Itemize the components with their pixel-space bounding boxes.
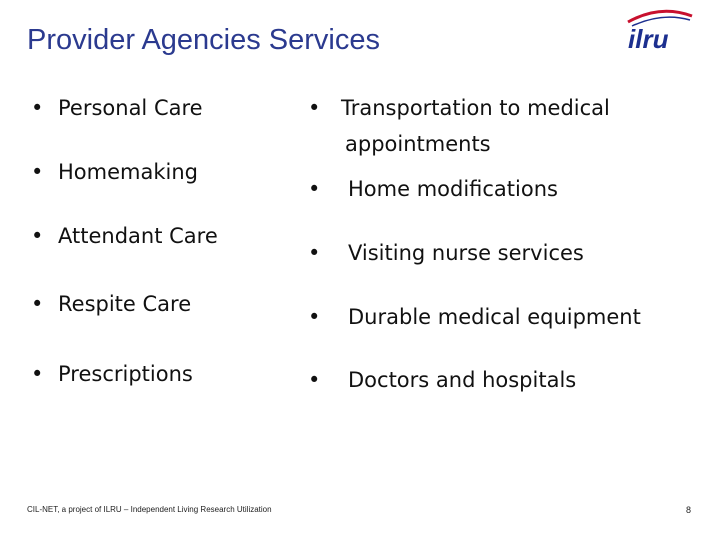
bullet-transportation: Transportation to medical [341,96,610,120]
bullet-homemaking: Homemaking [58,160,198,184]
bullet-doctors-hospitals: Doctors and hospitals [348,368,577,392]
bullet-dot-icon: • [308,368,321,392]
bullet-dot-icon: • [31,96,44,120]
bullet-dot-icon: • [308,177,321,201]
bullet-attendant-care: Attendant Care [58,224,218,248]
bullet-dot-icon: • [31,160,44,184]
bullet-visiting-nurse: Visiting nurse services [348,241,584,265]
bullet-dot-icon: • [31,292,44,316]
slide-title: Provider Agencies Services [27,24,380,56]
bullet-dot-icon: • [31,362,44,386]
bullet-dot-icon: • [308,241,321,265]
bullet-home-modifications: Home modifications [348,177,558,201]
footer-credit: CIL-NET, a project of ILRU – Independent Living Research Utilization [27,505,272,514]
bullet-prescriptions: Prescriptions [58,362,193,386]
bullet-personal-care: Personal Care [58,96,203,120]
bullet-transportation-cont: appointments [345,132,491,156]
ilru-logo-icon [620,8,700,54]
page-number: 8 [686,505,692,515]
logo-text: ilru [628,24,669,54]
bullet-durable-equipment: Durable medical equipment [348,305,641,329]
bullet-dot-icon: • [308,305,321,329]
bullet-dot-icon: • [31,224,44,248]
bullet-respite-care: Respite Care [58,292,192,316]
bullet-dot-icon: • [308,96,321,120]
